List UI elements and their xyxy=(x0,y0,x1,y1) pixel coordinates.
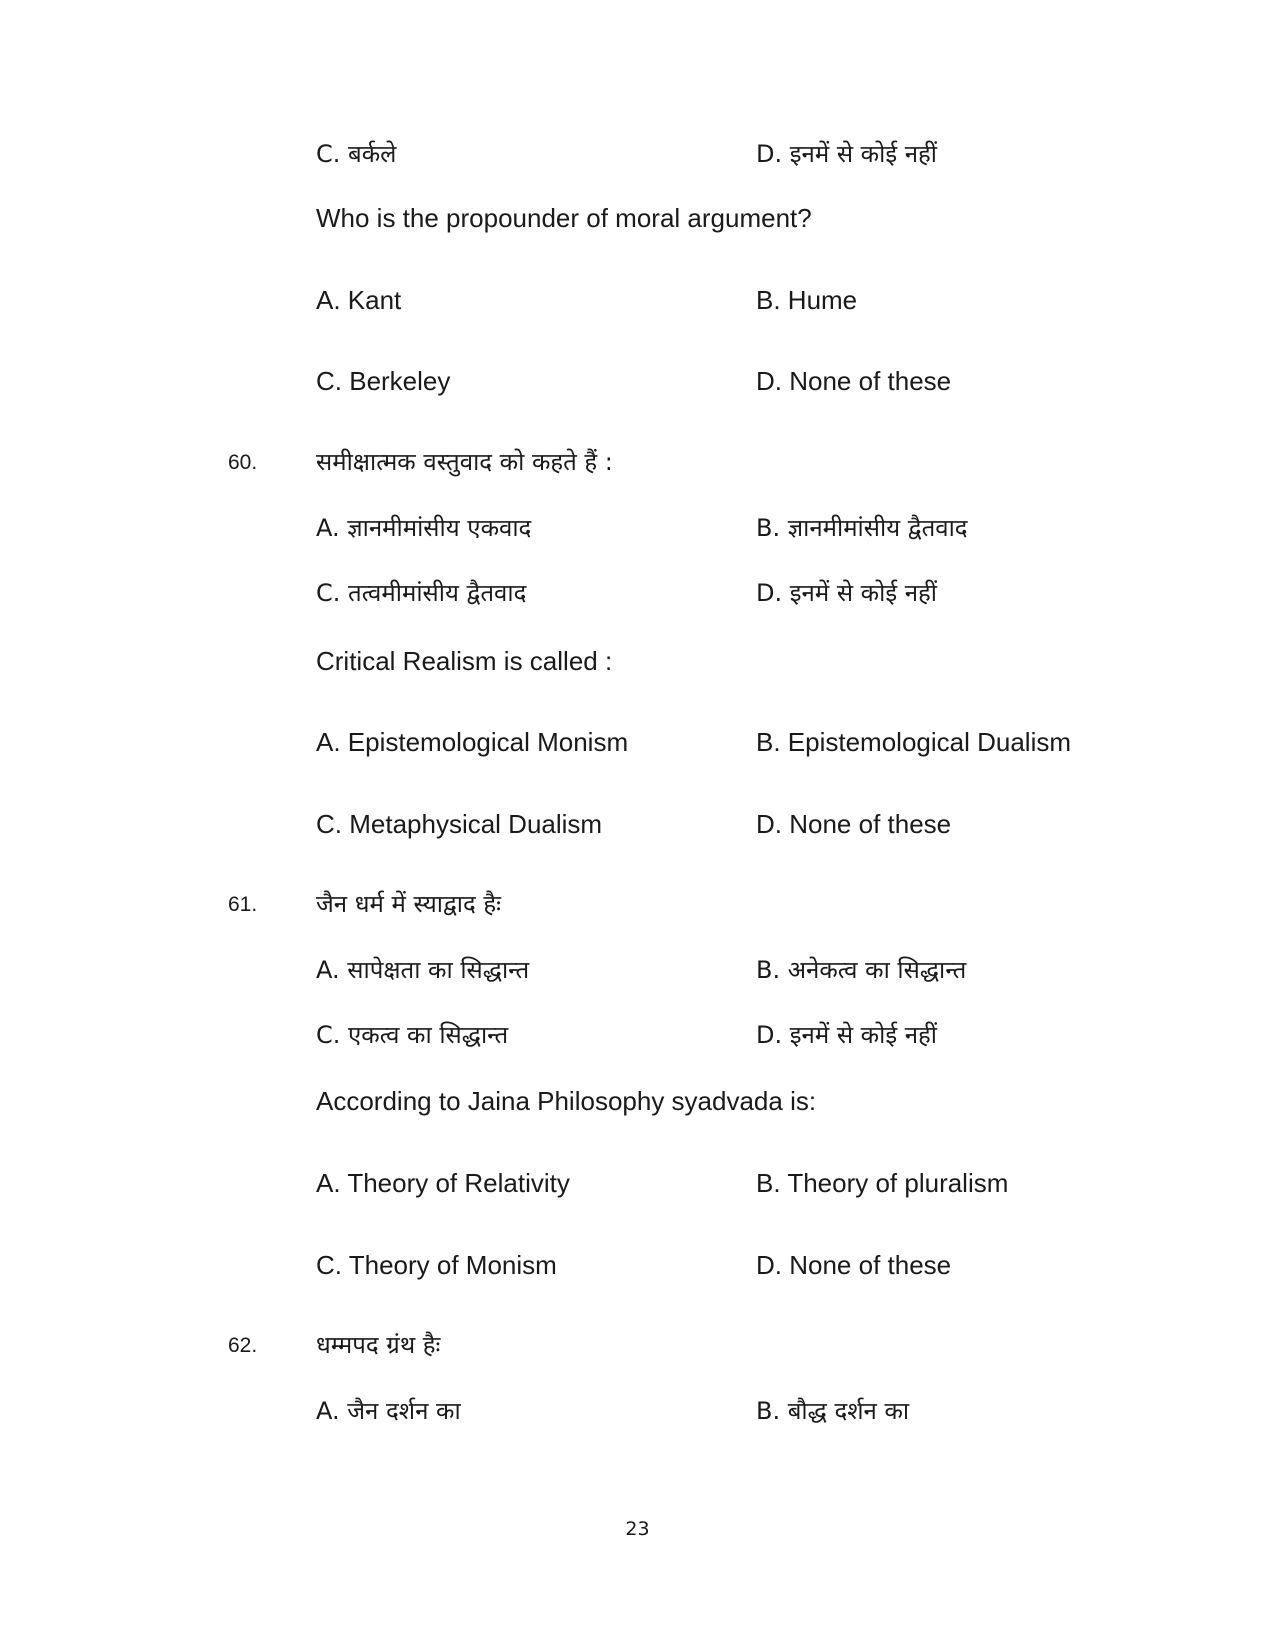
option-b: B. बौद्ध दर्शन का xyxy=(756,1397,910,1425)
option-b: B. Hume xyxy=(756,285,858,315)
option-row xyxy=(0,1017,1275,1067)
option-c: C. तत्वमीमांसीय द्वैतवाद xyxy=(316,579,527,607)
option-row xyxy=(0,952,1275,1002)
question-text: जैन धर्म में स्याद्वाद हैः xyxy=(316,890,501,918)
option-b: B. अनेकत्व का सिद्धान्त xyxy=(756,956,967,984)
option-a: A. Epistemological Monism xyxy=(316,727,629,757)
question-text: According to Jaina Philosophy syadvada is: xyxy=(316,1086,817,1116)
question-row xyxy=(0,643,1275,693)
question-row xyxy=(0,200,1275,250)
question-text: Critical Realism is called : xyxy=(316,646,613,676)
question-row xyxy=(0,1083,1275,1133)
option-d: D. इनमें से कोई नहीं xyxy=(756,140,938,168)
option-c: C. एकत्व का सिद्धान्त xyxy=(316,1021,509,1049)
option-a: A. सापेक्षता का सिद्धान्त xyxy=(316,956,530,984)
option-row xyxy=(0,1165,1275,1215)
option-row xyxy=(0,724,1275,774)
option-row xyxy=(0,1393,1275,1443)
option-row xyxy=(0,363,1275,413)
option-row xyxy=(0,1247,1275,1297)
option-c: C. Theory of Monism xyxy=(316,1250,557,1280)
question-number: 61. xyxy=(228,893,258,916)
question-text: Who is the propounder of moral argument? xyxy=(316,203,812,233)
option-d: D. इनमें से कोई नहीं xyxy=(756,579,938,607)
option-row xyxy=(0,806,1275,856)
option-a: A. Kant xyxy=(316,285,402,315)
option-row xyxy=(0,510,1275,560)
option-c: C. Berkeley xyxy=(316,366,451,396)
option-b: B. Epistemological Dualism xyxy=(756,727,1072,757)
option-c: C. Metaphysical Dualism xyxy=(316,809,603,839)
option-d: D. इनमें से कोई नहीं xyxy=(756,1021,938,1049)
option-row xyxy=(0,136,1275,186)
option-b: B. Theory of pluralism xyxy=(756,1168,1009,1198)
option-d: D. None of these xyxy=(756,809,952,839)
question-row xyxy=(0,886,1275,936)
option-a: A. ज्ञानमीमांसीय एकवाद xyxy=(316,514,532,542)
option-row xyxy=(0,575,1275,625)
question-text: धम्मपद ग्रंथ हैः xyxy=(316,1331,441,1359)
option-row xyxy=(0,282,1275,332)
option-d: D. None of these xyxy=(756,366,952,396)
question-number: 62. xyxy=(228,1334,258,1357)
option-d: D. None of these xyxy=(756,1250,952,1280)
question-number: 60. xyxy=(228,451,258,474)
question-row xyxy=(0,444,1275,494)
option-c: C. बर्कले xyxy=(316,140,397,168)
question-text: समीक्षात्मक वस्तुवाद को कहते हैं : xyxy=(316,448,613,476)
question-row xyxy=(0,1327,1275,1377)
option-a: A. जैन दर्शन का xyxy=(316,1397,461,1425)
page-number: 23 xyxy=(625,1518,650,1540)
option-a: A. Theory of Relativity xyxy=(316,1168,570,1198)
option-b: B. ज्ञानमीमांसीय द्वैतवाद xyxy=(756,514,968,542)
